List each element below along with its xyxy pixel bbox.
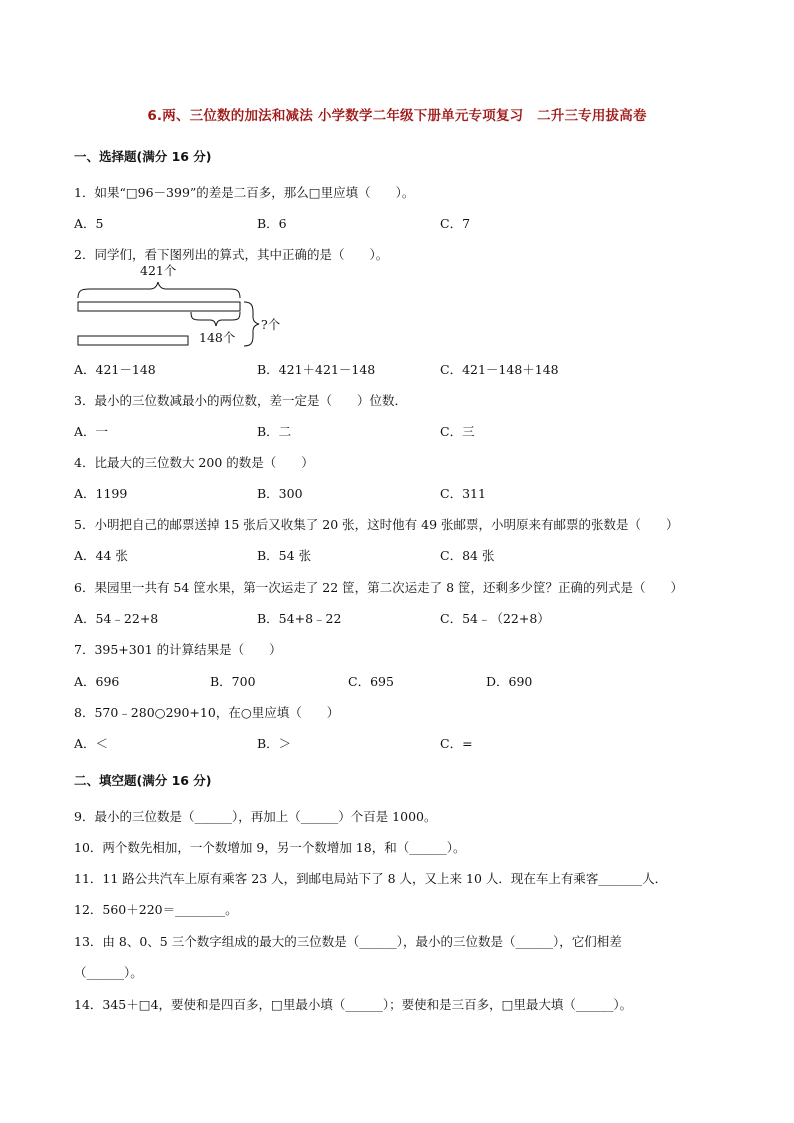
question-1: 1．如果“□96－399”的差是二百多，那么□里应填（ ）。	[74, 185, 415, 200]
option-4b: B．300	[257, 486, 303, 501]
section-heading-fill: 二、填空题(满分 16 分)	[74, 773, 212, 788]
option-5c: C．84 张	[440, 548, 495, 563]
option-4a: A．1199	[74, 486, 128, 501]
page-title: 6.两、三位数的加法和减法 小学数学二年级下册单元专项复习 二升三专用拔高卷	[147, 108, 647, 124]
question-6: 6．果园里一共有 54 筐水果，第一次运走了 22 筐，第二次运走了 8 筐，还剩多少筐？正确的列式是（ ）	[74, 580, 684, 595]
question-3: 3．最小的三位数减最小的两位数，差一定是（ ）位数．	[74, 393, 407, 408]
option-6b: B．54+8﹣22	[257, 611, 342, 626]
option-3a: A．一	[74, 424, 109, 439]
option-1c: C．7	[440, 216, 471, 231]
question-13-continued: （______）。	[74, 965, 143, 980]
diagram-side-label: ?个	[261, 317, 281, 332]
question-7: 7．395+301 的计算结果是（ ）	[74, 642, 282, 657]
bar-lower	[78, 336, 188, 345]
bar-421	[78, 302, 240, 311]
question-5: 5．小明把自己的邮票送掉 15 张后又收集了 20 张，这时他有 49 张邮票，小明原来有邮票的张数是（ ）	[74, 517, 679, 532]
option-4c: C．311	[440, 486, 486, 501]
question-8: 8．570﹣280○290+10，在○里应填（ ）	[74, 705, 340, 720]
question-10: 10．两个数先相加，一个数增加 9，另一个数增加 18，和（______）。	[74, 840, 466, 855]
option-8a: A．＜	[74, 736, 109, 751]
option-8c: C．=	[440, 736, 473, 751]
brace-right	[244, 302, 259, 346]
option-7d: D．690	[486, 674, 533, 689]
option-2a: A．421－148	[74, 362, 156, 377]
option-7b: B．700	[210, 674, 256, 689]
question-12: 12．560＋220＝________。	[74, 902, 238, 917]
option-7c: C．695	[348, 674, 394, 689]
question-2: 2．同学们，看下图列出的算式，其中正确的是（ ）。	[74, 247, 389, 262]
line-segment-diagram	[70, 262, 310, 350]
diagram-top-label: 421个	[140, 263, 177, 278]
section-heading-choice: 一、选择题(满分 16 分)	[74, 149, 212, 164]
option-1a: A．5	[74, 216, 104, 231]
option-1b: B．6	[257, 216, 287, 231]
option-2b: B．421＋421－148	[257, 362, 376, 377]
option-3b: B．二	[257, 424, 292, 439]
option-5b: B．54 张	[257, 548, 312, 563]
option-6a: A．54﹣22+8	[74, 611, 159, 626]
option-3c: C．三	[440, 424, 475, 439]
question-11: 11．11 路公共汽车上原有乘客 23 人，到邮电局站下了 8 人，又上来 10 人．现在车上有乘客_______人．	[74, 871, 668, 886]
option-6c: C．54﹣（22+8）	[440, 611, 550, 626]
option-2c: C．421－148＋148	[440, 362, 559, 377]
question-13: 13．由 8、0、5 三个数字组成的最大的三位数是（______），最小的三位数是（______），它们相差	[74, 934, 622, 949]
option-7a: A．696	[74, 674, 120, 689]
option-8b: B．＞	[257, 736, 292, 751]
question-4: 4．比最大的三位数大 200 的数是（ ）	[74, 455, 314, 470]
brace-top	[78, 282, 240, 298]
brace-148	[191, 312, 240, 326]
question-9: 9．最小的三位数是（______），再加上（______）个百是 1000。	[74, 809, 437, 824]
diagram-mid-label: 148个	[199, 330, 236, 345]
question-14: 14．345＋□4，要使和是四百多，□里最小填（______）；要使和是三百多，□里最大填（______）。	[74, 997, 633, 1012]
option-5a: A．44 张	[74, 548, 128, 563]
